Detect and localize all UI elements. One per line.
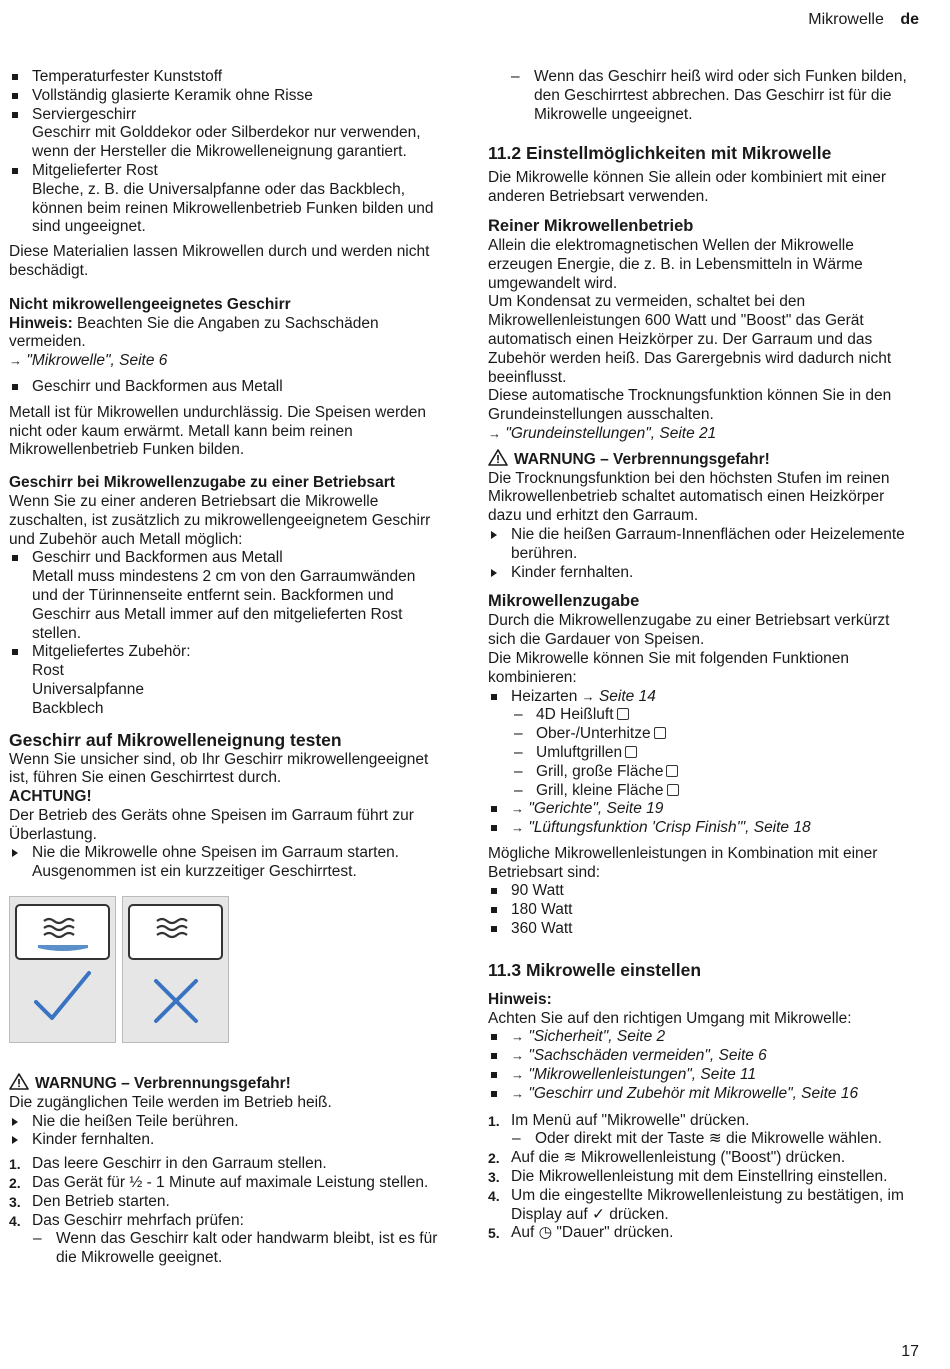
- list-item: 90 Watt: [488, 882, 918, 901]
- step-item: [9, 1155, 441, 1174]
- step-number: 5.: [488, 1225, 500, 1242]
- warning-icon: [488, 449, 508, 466]
- arrow-icon: →: [511, 1085, 524, 1101]
- achtung-list: [9, 844, 441, 882]
- list-item[interactable]: [488, 800, 918, 819]
- step-number: 4.: [9, 1212, 21, 1229]
- warning-title: WARNUNG – Verbrennungsgefahr!: [514, 450, 770, 468]
- figure-row: [9, 896, 441, 1043]
- hinweis-list: [488, 1028, 918, 1103]
- grill-klein-icon: [667, 784, 679, 796]
- list-item: Nie die Mikrowelle ohne Speisen im Garraum starten. Ausgenommen ist ein kurzzeitiger Geschirrtest.: [9, 844, 441, 882]
- ref-text: Seite 14: [598, 687, 656, 705]
- list-item: [9, 643, 441, 718]
- step-item: [488, 1112, 918, 1150]
- item-title: Mitgelieferter Rost: [32, 161, 158, 179]
- list-item: 360 Watt: [488, 920, 918, 939]
- arrow-icon: →: [511, 1067, 524, 1083]
- steps-list: [9, 1155, 441, 1268]
- paragraph: Mögliche Mikrowellenleistungen in Kombination mit einer Betriebsart sind:: [488, 844, 878, 881]
- sub-item: [488, 744, 918, 763]
- list-item: [9, 106, 441, 162]
- item-line: Backblech: [32, 699, 104, 717]
- warning-heading: [488, 449, 918, 470]
- zugabe-list: [9, 549, 441, 718]
- grill-gross-icon: [666, 765, 678, 777]
- step-number: 4.: [488, 1187, 500, 1204]
- ref-text: "Lüftungsfunktion 'Crisp Finish'", Seite 18: [528, 819, 811, 837]
- sub-item: [488, 763, 918, 782]
- warning-list: [488, 526, 918, 582]
- list-item: [488, 688, 918, 801]
- step-number: 2.: [488, 1150, 500, 1167]
- heissluft-icon: [617, 708, 629, 720]
- step-item: [488, 1149, 918, 1168]
- arrow-icon: →: [511, 820, 524, 836]
- item-text: Metall muss mindestens 2 cm von den Garraumwänden und der Türinnenseite entfernt sein. Backformen und Geschirr aus Metall immer auf den mitgelieferten Rost stellen.: [32, 568, 416, 642]
- paragraph: Durch die Mikrowellenzugabe zu einer Betriebsart verkürzt sich die Gardauer von Speisen.: [488, 612, 890, 649]
- paragraph: Metall ist für Mikrowellen undurchlässig. Die Speisen werden nicht oder kaum erwärmt. Metall kann beim reinen Mikrowellenbetrieb Funken bilden.: [9, 403, 426, 459]
- achtung-label: ACHTUNG!: [9, 788, 92, 806]
- list-item[interactable]: [488, 1028, 918, 1047]
- page-header: [808, 11, 919, 30]
- list-item[interactable]: [488, 819, 918, 838]
- list-item[interactable]: [488, 1047, 918, 1066]
- microwave-check-figure: [10, 897, 115, 1042]
- list-item[interactable]: [488, 1066, 918, 1085]
- warning-heading: [9, 1073, 441, 1094]
- list-item: Nie die heißen Garraum-Innenflächen oder Heizelemente berühren.: [488, 526, 918, 564]
- step-text: Das Geschirr mehrfach prüfen:: [32, 1211, 244, 1229]
- heizart-label: 4D Heißluft: [536, 706, 614, 724]
- ober-unterhitze-icon: [654, 727, 666, 739]
- step-item: [488, 1224, 918, 1243]
- step-item: [488, 1168, 918, 1187]
- sub-item: [488, 706, 918, 725]
- heizart-label: Umluftgrillen: [536, 743, 623, 761]
- step-text: Auf die ≋ Mikrowellenleistung ("Boost") drücken.: [511, 1149, 846, 1167]
- leistungen-list: [488, 882, 918, 938]
- hinweis: [9, 315, 441, 353]
- paragraph: Der Betrieb des Geräts ohne Speisen im Garraum führt zur Überlastung.: [9, 806, 414, 843]
- step-sub-item: – Wenn das Geschirr kalt oder handwarm bleibt, ist es für die Mikrowelle geeignet.: [9, 1230, 441, 1268]
- ref-text: "Grundeinstellungen", Seite 21: [505, 424, 717, 442]
- arrow-icon: →: [511, 1048, 524, 1064]
- step-number: 1.: [9, 1156, 21, 1173]
- item-text: Bleche, z. B. die Universalpfanne oder das Backblech, können beim reinen Mikrowellenbetrieb Funken bilden und sind ungeeignet.: [32, 180, 434, 236]
- step-item: [488, 1187, 918, 1225]
- ref-text: "Sachschäden vermeiden", Seite 6: [528, 1047, 767, 1065]
- arrow-icon: →: [581, 688, 595, 704]
- step-text: Im Menü auf "Mikrowelle" drücken.: [511, 1111, 750, 1129]
- figure-unsuitable: [122, 896, 229, 1043]
- item-title: Serviergeschirr: [32, 105, 137, 123]
- ref-text: "Sicherheit", Seite 2: [528, 1028, 666, 1046]
- item-text: Geschirr mit Golddekor oder Silberdekor nur verwenden, wenn der Hersteller die Mikrowelleneignung garantiert.: [32, 124, 421, 161]
- list-item: Geschirr und Backformen aus Metall: [9, 378, 441, 397]
- step-text: Das Gerät für ½ - 1 Minute auf maximale Leistung stellen.: [32, 1174, 429, 1192]
- heading-testen: Geschirr auf Mikrowelleneignung testen: [9, 729, 342, 750]
- ref-text: "Mikrowelle", Seite 6: [26, 352, 168, 370]
- header-lang: de: [900, 11, 919, 28]
- warning-icon: [9, 1073, 29, 1090]
- ref-text: "Mikrowellenleistungen", Seite 11: [528, 1066, 757, 1084]
- list-item: Nie die heißen Teile berühren.: [9, 1113, 441, 1132]
- page-number: 17: [901, 1343, 919, 1360]
- paragraph: Um Kondensat zu vermeiden, schaltet bei den Mikrowellenleistungen 600 Watt und "Boost" das Gerät automatisch einen Heizkörper zu. Der Garraum und das Zubehör werden heiß. Das Garergebnis wird dadurch nicht beeinflusst.: [488, 293, 892, 386]
- heading-11-2: 11.2 Einstellmöglichkeiten mit Mikrowelle: [488, 143, 832, 164]
- heizarten-label: Heizarten: [511, 687, 578, 705]
- paragraph: Diese Materialien lassen Mikrowellen durch und werden nicht beschädigt.: [9, 243, 430, 279]
- header-section: Mikrowelle: [808, 11, 884, 28]
- list-item: [9, 549, 441, 643]
- metall-list: [9, 378, 441, 397]
- steps-list: [488, 1112, 918, 1244]
- step-text: Das leere Geschirr in den Garraum stellen.: [32, 1155, 327, 1173]
- arrow-icon: →: [9, 353, 22, 369]
- heading-11-3: 11.3 Mikrowelle einstellen: [488, 959, 702, 980]
- step-text: Den Betrieb starten.: [32, 1192, 170, 1210]
- paragraph: Allein die elektromagnetischen Wellen der Mikrowelle erzeugen Energie, die z. B. in Lebensmitteln in Wärme umgewandelt wird.: [488, 236, 863, 292]
- heizart-label: Grill, große Fläche: [536, 762, 664, 780]
- sub-item: [488, 782, 918, 801]
- cross-reference[interactable]: [582, 688, 656, 705]
- step-number: 2.: [9, 1175, 21, 1192]
- umluftgrillen-icon: [625, 746, 637, 758]
- paragraph: Wenn Sie unsicher sind, ob Ihr Geschirr mikrowellengeeignet ist, führen Sie einen Geschirrtest durch.: [9, 750, 429, 787]
- cross-reference[interactable]: [488, 425, 918, 444]
- hinweis-label: Hinweis:: [488, 990, 552, 1008]
- left-column: [9, 68, 441, 1268]
- material-list: [9, 68, 441, 237]
- figure-suitable: [9, 896, 116, 1043]
- hinweis-text: Beachten Sie die Angaben zu Sachschäden vermeiden.: [9, 314, 379, 351]
- dash-item: – Wenn das Geschirr heiß wird oder sich Funken bilden, den Geschirrtest abbrechen. Das Geschirr ist für die Mikrowelle ungeeignet.: [487, 68, 918, 124]
- arrow-icon: →: [488, 425, 501, 441]
- hinweis-label: Hinweis:: [9, 314, 73, 332]
- step-number: 3.: [9, 1193, 21, 1210]
- ref-text: "Geschirr und Zubehör mit Mikrowelle", Seite 16: [528, 1084, 859, 1102]
- heading-zugabe: Geschirr bei Mikrowellenzugabe zu einer Betriebsart: [9, 474, 395, 492]
- item-line: Universalpfanne: [32, 680, 145, 698]
- step-sub-item: – Oder direkt mit der Taste ≋ die Mikrowelle wählen.: [488, 1130, 918, 1149]
- microwave-cross-figure: [123, 897, 228, 1042]
- heizart-label: Ober-/Unterhitze: [536, 725, 651, 743]
- step-text: Auf ◷ "Dauer" drücken.: [511, 1224, 674, 1242]
- list-item: Kinder fernhalten.: [488, 564, 918, 583]
- warning-text: Die zugänglichen Teile werden im Betrieb heiß.: [9, 1093, 332, 1111]
- step-item: [9, 1212, 441, 1268]
- item-line: Rost: [32, 662, 64, 680]
- hinweis-text: Achten Sie auf den richtigen Umgang mit Mikrowelle:: [488, 1009, 852, 1027]
- warning-list: [9, 1113, 441, 1151]
- heading-nicht: Nicht mikrowellengeeignetes Geschirr: [9, 295, 291, 313]
- list-item: Kinder fernhalten.: [9, 1131, 441, 1150]
- warning-text: Die Trocknungsfunktion bei den höchsten Stufen im reinen Mikrowellenbetrieb schaltet automatisch einen Heizkörper dazu und erhitzt den Garraum.: [488, 469, 890, 525]
- paragraph: Die Mikrowelle können Sie allein oder kombiniert mit einer anderen Betriebsart verwenden.: [488, 169, 887, 206]
- list-item[interactable]: [488, 1085, 918, 1104]
- step-item: [9, 1193, 441, 1212]
- list-item: [9, 162, 441, 237]
- heading-rein: Reiner Mikrowellenbetrieb: [488, 216, 694, 235]
- list-item: 180 Watt: [488, 901, 918, 920]
- paragraph: Diese automatische Trocknungsfunktion können Sie in den Grundeinstellungen ausschalten.: [488, 387, 892, 424]
- arrow-icon: →: [511, 801, 524, 817]
- item-title: Mitgeliefertes Zubehör:: [32, 643, 191, 661]
- arrow-icon: →: [511, 1029, 524, 1045]
- right-column: [488, 68, 918, 1243]
- cross-reference[interactable]: [9, 352, 441, 371]
- step-number: 1.: [488, 1112, 500, 1129]
- paragraph: Die Mikrowelle können Sie mit folgenden Funktionen kombinieren:: [488, 649, 850, 686]
- functions-list: [488, 688, 918, 838]
- sub-item: [488, 725, 918, 744]
- step-item: [9, 1174, 441, 1193]
- step-text: Um die eingestellte Mikrowellenleistung zu bestätigen, im Display auf ✓ drücken.: [511, 1186, 904, 1223]
- step-number: 3.: [488, 1169, 500, 1186]
- warning-title: WARNUNG – Verbrennungsgefahr!: [35, 1075, 291, 1093]
- heizart-label: Grill, kleine Fläche: [536, 781, 664, 799]
- list-item: Vollständig glasierte Keramik ohne Risse: [9, 87, 441, 106]
- ref-text: "Gerichte", Seite 19: [528, 800, 664, 818]
- paragraph: Wenn Sie zu einer anderen Betriebsart die Mikrowelle zuschalten, ist zusätzlich zu mikrowellengeeignetem Geschirr und Zubehör auch Metall möglich:: [9, 492, 431, 548]
- step-text: Die Mikrowellenleistung mit dem Einstellring einstellen.: [511, 1168, 888, 1186]
- heading-mikrowellenzugabe: Mikrowellenzugabe: [488, 592, 640, 611]
- list-item: Temperaturfester Kunststoff: [9, 68, 441, 87]
- item-title: Geschirr und Backformen aus Metall: [32, 549, 283, 567]
